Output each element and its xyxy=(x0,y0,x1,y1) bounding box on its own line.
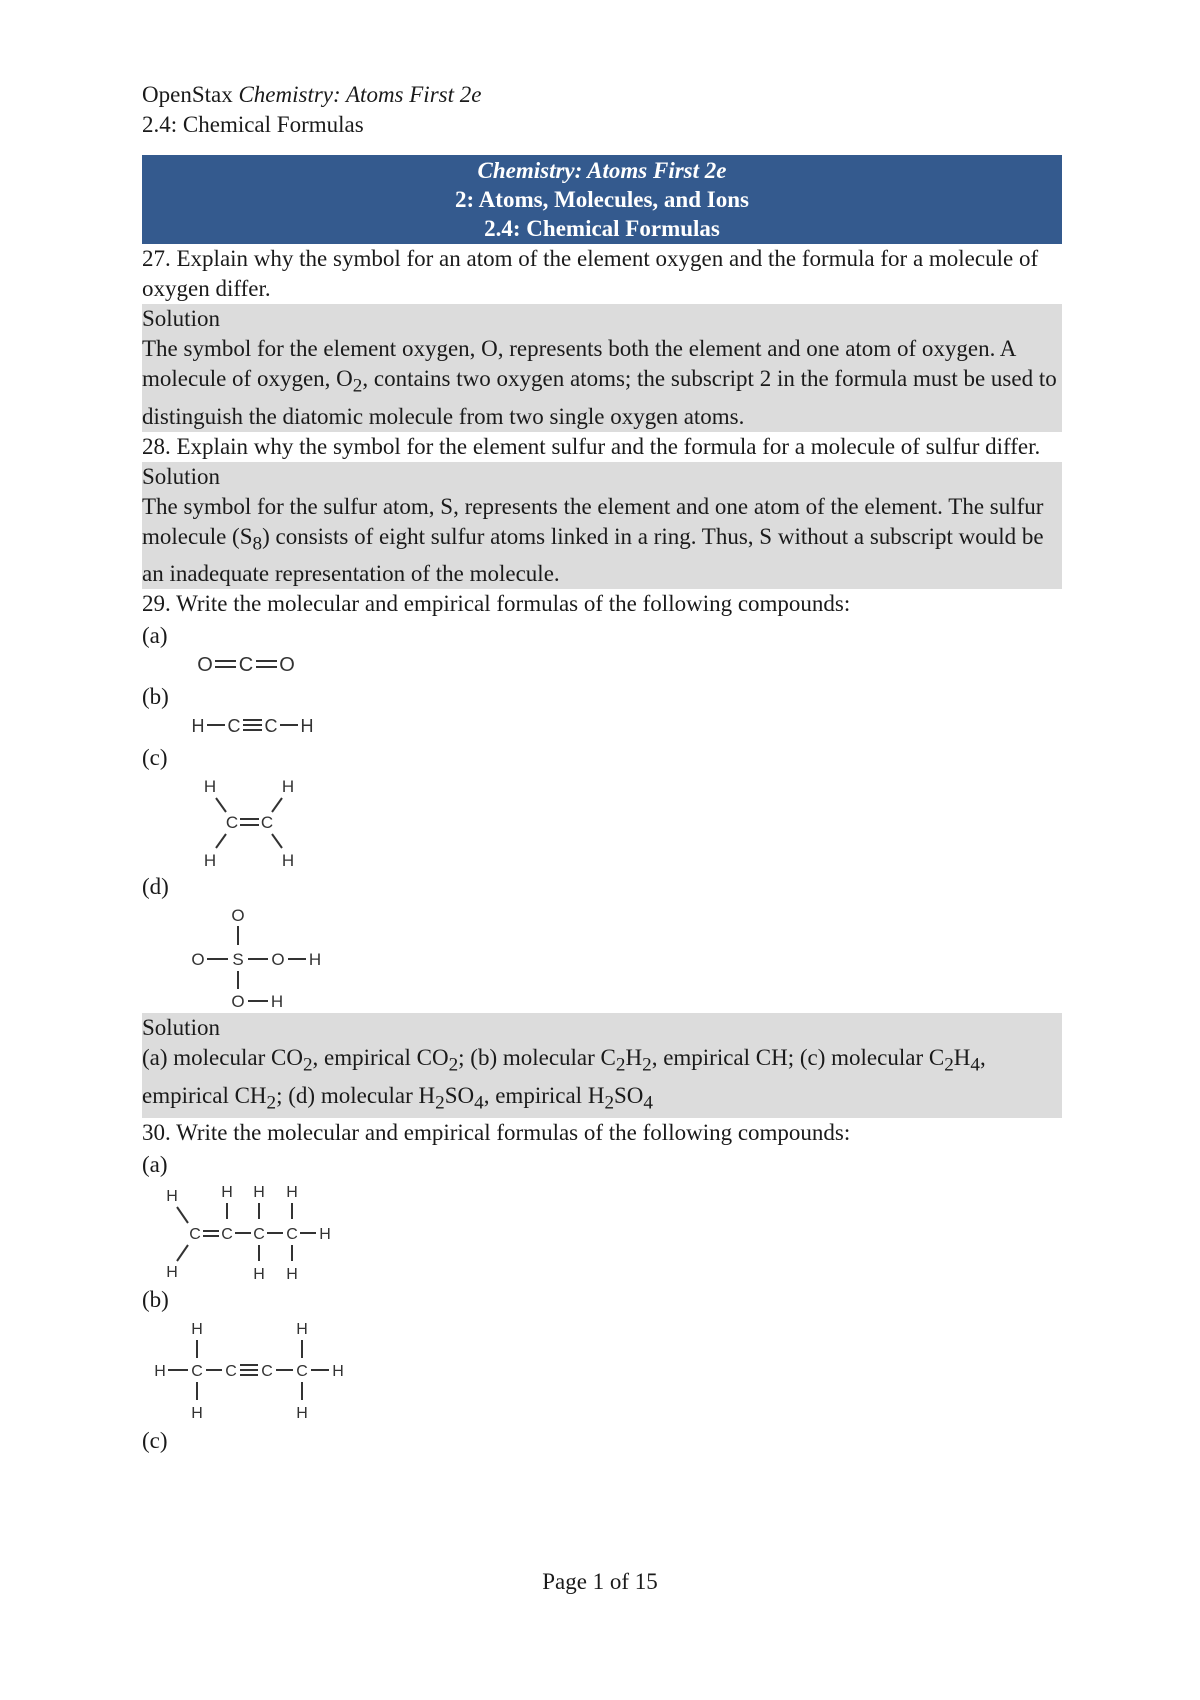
atom-label-o: O xyxy=(279,654,295,677)
atom-label-h: H xyxy=(191,1405,203,1423)
solution-29 xyxy=(142,1013,1062,1118)
solution-28-text: The symbol for the sulfur atom, S, represents the element and one atom of the element. The sulfur molecule $(S_8)$ consists of eight sulfur atoms linked in a ring. Thus, S without a subscript would be an inadequate representation of the molecule. xyxy=(142,493,1044,587)
solution-label: Solution xyxy=(142,306,220,331)
chapter-banner xyxy=(142,155,1062,244)
header-section: 2.4: Chemical Formulas xyxy=(142,112,364,137)
atom-label-o: O xyxy=(231,906,245,926)
structure-2-butyne xyxy=(152,1314,392,1424)
atom-label-h: H xyxy=(270,992,284,1012)
atom-label-c: C xyxy=(264,716,278,737)
part-label-29b: (b) xyxy=(142,684,169,710)
atom-label-h: H xyxy=(300,716,314,737)
atom-label-o: O xyxy=(231,992,245,1012)
atom-label-h: H xyxy=(154,1363,166,1381)
atom-label-c: C xyxy=(189,1226,201,1244)
part-label-29a: (a) xyxy=(142,623,168,649)
atom-label-h: H xyxy=(281,777,295,797)
atom-label-h: H xyxy=(286,1184,298,1202)
atom-label-s: S xyxy=(232,950,244,970)
banner-chapter: 2: Atoms, Molecules, and Ions xyxy=(455,187,749,212)
structure-c2h2 xyxy=(190,711,390,741)
question-27: 27. Explain why the symbol for an atom of the element oxygen and the formula for a molecule of oxygen differ. xyxy=(142,246,1039,301)
atom-label-c: C xyxy=(260,813,274,833)
solution-27-text: The symbol for the element oxygen, O, represents both the element and one atom of oxygen. A molecule of oxygen, $O_2$, contains two oxygen atoms; the subscript 2 in the formula must be used to distinguish the diatomic molecule from two single oxygen atoms. xyxy=(142,336,1057,429)
structure-h2so4 xyxy=(190,901,390,1013)
atom-label-h: H xyxy=(191,1321,203,1339)
atom-label-c: C xyxy=(221,1226,233,1244)
atom-label-h: H xyxy=(221,1184,233,1202)
page-header xyxy=(142,80,481,140)
bond-line xyxy=(216,834,226,848)
atom-label-h: H xyxy=(203,777,217,797)
header-title-line xyxy=(142,80,481,110)
solution-28 xyxy=(142,462,1062,590)
atom-label-c: C xyxy=(253,1226,265,1244)
bond-line xyxy=(216,798,226,812)
atom-label-c: C xyxy=(225,1363,237,1381)
atom-label-c: C xyxy=(261,1363,273,1381)
atom-label-h: H xyxy=(203,851,217,871)
atom-label-h: H xyxy=(253,1266,265,1284)
atom-label-h: H xyxy=(319,1226,331,1244)
bond-line xyxy=(272,834,282,848)
bond-line xyxy=(272,798,282,812)
atom-label-h: H xyxy=(332,1363,344,1381)
solution-27 xyxy=(142,304,1062,432)
solution-label: Solution xyxy=(142,463,220,489)
atom-label-c: C xyxy=(225,813,239,833)
bond-line xyxy=(177,1207,188,1223)
atom-label-o: O xyxy=(191,950,205,970)
part-label-30a: (a) xyxy=(142,1152,168,1178)
atom-label-h: H xyxy=(296,1405,308,1423)
atom-label-c: C xyxy=(296,1363,308,1381)
bond-line xyxy=(177,1245,188,1261)
atom-label-h: H xyxy=(281,851,295,871)
page-number: Page 1 of 15 xyxy=(542,1569,658,1594)
structure-1-butene xyxy=(152,1179,392,1283)
atom-label-h: H xyxy=(286,1266,298,1284)
atom-label-h: H xyxy=(191,716,205,737)
document-body xyxy=(142,155,1062,1455)
atom-label-c: C xyxy=(286,1226,298,1244)
atom-label-h: H xyxy=(308,950,322,970)
banner-section: 2.4: Chemical Formulas xyxy=(484,216,720,241)
atom-label-c: C xyxy=(227,716,241,737)
atom-label-c: C xyxy=(238,654,254,677)
atom-label-o: O xyxy=(271,950,285,970)
part-label-29d: (d) xyxy=(142,874,169,900)
solution-label: Solution xyxy=(142,1015,220,1041)
atom-label-h: H xyxy=(166,1188,178,1206)
atom-label-h: H xyxy=(253,1184,265,1202)
part-label-29c: (c) xyxy=(142,745,168,771)
structure-c2h4 xyxy=(190,772,390,870)
solution-29-text: (a) molecular $CO_2$, empirical $CO_2$; (b) molecular $C_2H_2$, empirical CH; (c) molecular $C_2H_4$, empirical $CH_2$; (d) molecular $H_2SO_4$, empirical $H_2SO_4$ xyxy=(142,1045,986,1114)
part-label-30c: (c) xyxy=(142,1428,168,1454)
atom-label-c: C xyxy=(191,1363,203,1381)
question-28: 28. Explain why the symbol for the element sulfur and the formula for a molecule of sulfur differ. xyxy=(142,433,1041,459)
structure-co2 xyxy=(190,650,360,680)
question-30: 30. Write the molecular and empirical formulas of the following compounds: xyxy=(142,1120,851,1146)
atom-label-h: H xyxy=(166,1264,178,1282)
header-publisher: OpenStax xyxy=(142,82,233,107)
atom-label-o: O xyxy=(197,654,213,677)
banner-book: Chemistry: Atoms First 2e xyxy=(477,158,727,183)
header-book: Chemistry: Atoms First 2e xyxy=(238,82,482,107)
part-label-30b: (b) xyxy=(142,1287,169,1313)
atom-label-h: H xyxy=(296,1321,308,1339)
question-29: 29. Write the molecular and empirical formulas of the following compounds: xyxy=(142,591,851,617)
